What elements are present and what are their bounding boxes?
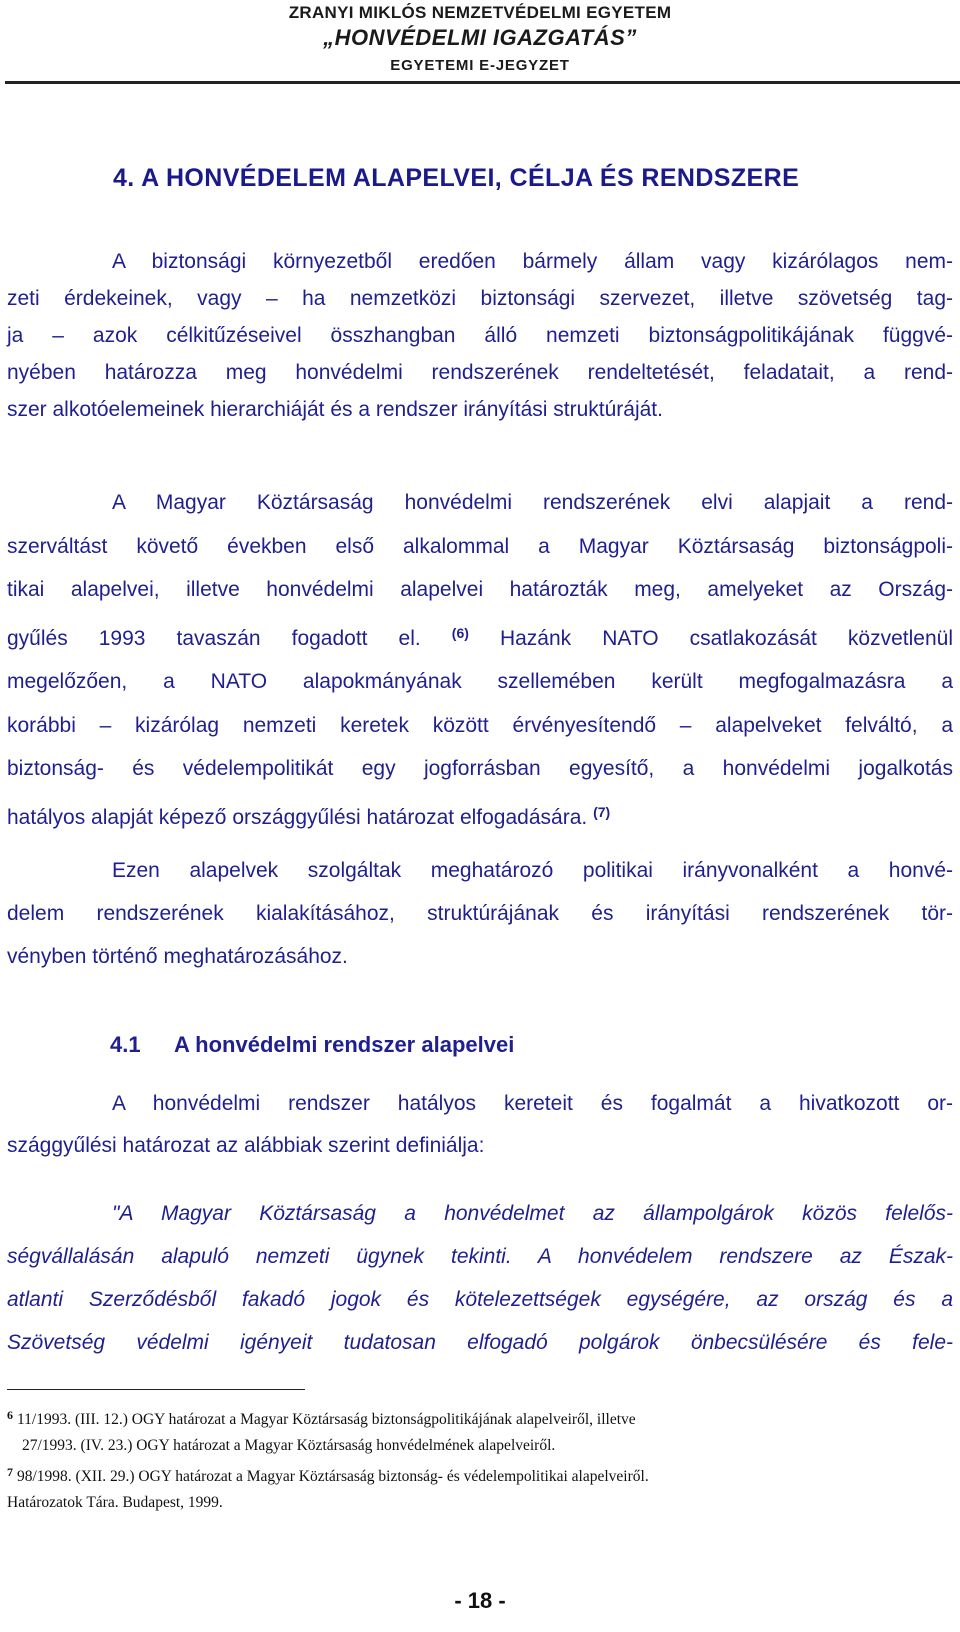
quotation-line: atlanti Szerződésből fakadó jogok és kötelezettségek egységére, az ország és a (7, 1288, 953, 1311)
paragraph-line: biztonság- és védelempolitikát egy jogforrásban egyesítő, a honvédelmi jogalkotás (7, 757, 953, 780)
paragraph-text: gyűlés 1993 tavaszán fogadott el. (7, 626, 421, 650)
quotation (7, 1192, 953, 1364)
section-heading (110, 1032, 514, 1058)
header-divider (5, 81, 960, 84)
footnote-text: 27/1993. (IV. 23.) OGY határozat a Magyar Köztársaság honvédelmének alapelveiről. (22, 1437, 556, 1454)
paragraph-line-with-footnote-ref (7, 612, 953, 661)
footnote-text: 98/1998. (XII. 29.) OGY határozat a Magyar Köztársaság biztonság- és védelempolitikai alapelveiről. (17, 1468, 649, 1485)
paragraph-line: tikai alapelvei, illetve honvédelmi alapelvei határozták meg, amelyeket az Ország- (7, 578, 953, 601)
header-university-name: ZRANYI MIKLÓS NEMZETVÉDELMI EGYETEM (288, 3, 672, 22)
paragraph-line: szerváltást követő években első alkalommal a Magyar Köztársaság biztonságpoli- (7, 534, 953, 558)
chapter-title: 4. A HONVÉDELEM ALAPELVEI, CÉLJA ÉS RENDSZERE (113, 164, 800, 192)
paragraph-line: szággyűlési határozat az alábbiak szerint definiálja: (7, 1134, 485, 1157)
footnote-text: 11/1993. (III. 12.) OGY határozat a Magyar Köztársaság biztonságpolitikájának alapelveiről, illetve (17, 1411, 636, 1428)
header-course-title: „HONVÉDELMI IGAZGATÁS” (323, 25, 637, 50)
page-number: - 18 - (454, 1588, 506, 1613)
paragraph-line: ja – azok célkitűzéseivel összhangban álló nemzeti biztonságpolitikájának függvé- (7, 324, 953, 347)
header-document-type: EGYETEMI E-JEGYZET (390, 57, 570, 74)
section-number: 4.1 (110, 1032, 141, 1057)
quotation-line: ségvállalásán alapuló nemzeti ügynek tekinti. A honvédelem rendszere az Észak- (7, 1245, 953, 1268)
paragraph-line: delem rendszerének kialakításához, struktúrájának és irányítási rendszerének tör- (7, 902, 953, 925)
paragraph-line: A honvédelmi rendszer hatályos kereteit és fogalmát a hivatkozott or- (112, 1092, 953, 1115)
paragraph-line: szer alkotóelemeinek hierarchiáját és a rendszer irányítási struktúráját. (7, 398, 663, 421)
paragraph-line: nyében határozza meg honvédelmi rendszerének rendeltetését, feladatait, a rend- (7, 361, 953, 384)
paragraph-line-with-footnote-ref (7, 791, 953, 840)
paragraph-4 (7, 1083, 953, 1167)
paragraph-2 (7, 481, 953, 839)
quotation-line: "A Magyar Köztársaság a honvédelmet az állampolgárok közös felelős- (112, 1202, 953, 1225)
footnote-mark: 7 (7, 1465, 13, 1479)
paragraph-1 (7, 243, 953, 428)
footnote-6 (7, 1402, 953, 1433)
paragraph-line: korábbi – kizárólag nemzeti keretek között érvényesítendő – alapelveket felváltó, a (7, 713, 953, 737)
footnotes (7, 1402, 953, 1516)
running-header (0, 0, 960, 82)
paragraph-3 (7, 849, 953, 978)
paragraph-text: Hazánk NATO csatlakozását közvetlenül (499, 626, 953, 650)
footnote-mark: 6 (7, 1408, 13, 1422)
footnote-reference-6[interactable]: (6) (451, 624, 469, 641)
section-title: A honvédelmi rendszer alapelvei (174, 1032, 515, 1057)
paragraph-text: hatályos alapját képező országgyűlési határozat elfogadására. (7, 805, 588, 829)
paragraph-line: megelőzően, a NATO alapokmányának szellemében került megfogalmazásra a (7, 670, 953, 693)
paragraph-line: A Magyar Köztársaság honvédelmi rendszerének elvi alapjait a rend- (112, 491, 953, 514)
footnote-text: Határozatok Tára. Budapest, 1999. (7, 1494, 223, 1511)
paragraph-line: A biztonsági környezetből eredően bármely állam vagy kizárólagos nem- (112, 250, 953, 273)
paragraph-line: zeti érdekeinek, vagy – ha nemzetközi biztonsági szervezet, illetve szövetség tag- (7, 287, 953, 310)
footnote-separator (7, 1389, 305, 1390)
quotation-line: Szövetség védelmi igényeit tudatosan elfogadó polgárok önbecsülésére és fele- (7, 1331, 953, 1354)
paragraph-line: vényben történő meghatározásához. (7, 945, 348, 968)
footnote-reference-7[interactable]: (7) (593, 803, 611, 820)
footnote-7 (7, 1459, 953, 1490)
paragraph-line: Ezen alapelvek szolgáltak meghatározó politikai irányvonalként a honvé- (112, 859, 953, 882)
